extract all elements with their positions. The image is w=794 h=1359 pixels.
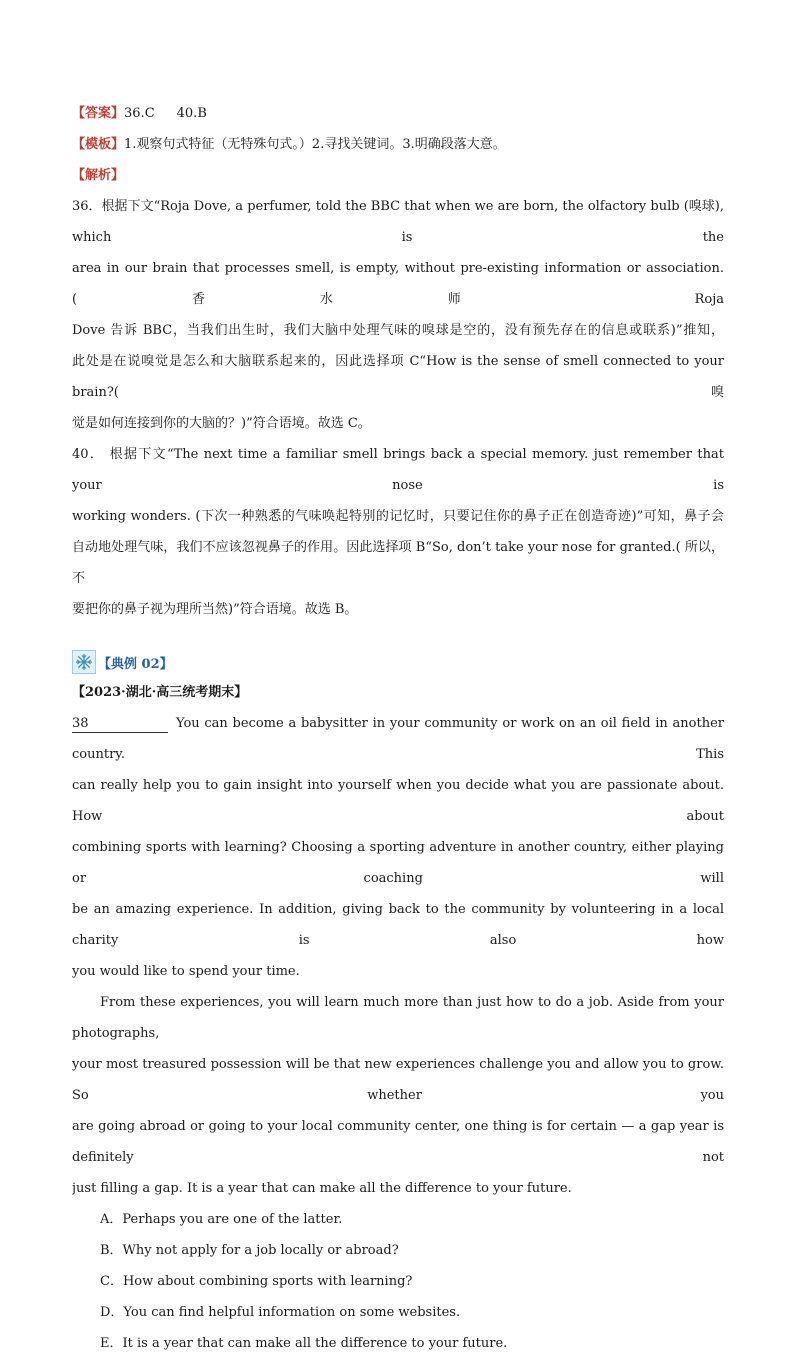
option-b: B．Why not apply for a job locally or abroad? (100, 1243, 399, 1258)
answer-36: 36.C (124, 106, 155, 121)
snowflake-icon (72, 650, 96, 674)
analysis-q40-line: 自动地处理气味，我们不应该忽视鼻子的作用。因此选择项 B“So, don’t take your nose for granted.( 所以，不 (72, 540, 724, 586)
example-header (72, 647, 724, 677)
answer-line (72, 98, 724, 129)
passage-line: are going abroad or going to your local community center, one thing is for certain — a gap year is definitely not (72, 1119, 724, 1165)
document-page (72, 98, 724, 1359)
template-line (72, 129, 724, 160)
analysis-q40 (72, 439, 724, 625)
analysis-q36-line: 此处是在说嗅觉是怎么和大脑联系起来的，因此选择项 C“How is the sense of smell connected to your brain?(嗅 (72, 354, 724, 400)
analysis-q40-line: working wonders. (下次一种熟悉的气味唤起特别的记忆时，只要记住你的鼻子正在创造奇迹)”可知，鼻子会 (72, 509, 724, 524)
passage-line: be an amazing experience. In addition, giving back to the community by volunteering in a local charity is also how (72, 902, 724, 948)
passage-line: can really help you to gain insight into yourself when you decide what you are passionate about. How about (72, 778, 724, 824)
answer-tag: 【答案】 (72, 106, 125, 121)
analysis-q36-line: 36．根据下文“Roja Dove, a perfumer, told the BBC that when we are born, the olfactory bulb (嗅球), which is the (72, 199, 724, 245)
answer-blank[interactable]: 38 (72, 715, 168, 733)
passage-line: 38 You can become a babysitter in your community or work on an oil field in another country. This (72, 716, 724, 762)
passage-line: From these experiences, you will learn much more than just how to do a job. Aside from your photographs, (72, 995, 724, 1041)
analysis-heading (72, 160, 724, 191)
analysis-q36-line: area in our brain that processes smell, is empty, without pre-existing information or association. (香水师 Roja (72, 261, 724, 307)
analysis-tag: 【解析】 (72, 168, 125, 183)
passage-paragraph-2 (72, 987, 724, 1204)
analysis-q36 (72, 191, 724, 439)
analysis-q40-line: 要把你的鼻子视为理所当然)”符合语境。故选 B。 (72, 602, 358, 617)
template-text: 1.观察句式特征（无特殊句式。）2.寻找关键词。3.明确段落大意。 (124, 137, 506, 152)
option-a: A．Perhaps you are one of the latter. (100, 1212, 343, 1227)
passage-line: you would like to spend your time. (72, 964, 300, 979)
options-list (72, 1204, 724, 1359)
answer-40: 40.B (176, 106, 207, 121)
option-d: D．You can find helpful information on some websites. (100, 1305, 461, 1320)
passage-line: combining sports with learning? Choosing a sporting adventure in another country, either playing or coaching will (72, 840, 724, 886)
option-c: C．How about combining sports with learning? (100, 1274, 413, 1289)
example-source: 【2023·湖北·高三统考期末】 (72, 685, 248, 700)
passage-line: your most treasured possession will be that new experiences challenge you and allow you to grow. So whether you (72, 1057, 724, 1103)
passage-line: just filling a gap. It is a year that can make all the difference to your future. (72, 1181, 572, 1196)
analysis-q36-line: 觉是如何连接到你的大脑的？)”符合语境。故选 C。 (72, 416, 371, 431)
analysis-q36-line: Dove 告诉 BBC，当我们出生时，我们大脑中处理气味的嗅球是空的，没有预先存在的信息或联系)”推知， (72, 323, 724, 338)
option-e: E．It is a year that can make all the difference to your future. (100, 1336, 508, 1351)
passage-paragraph-1 (72, 708, 724, 987)
example-title: 【典例 02】 (98, 656, 173, 672)
analysis-q40-line: 40． 根据下文“The next time a familiar smell brings back a special memory. just remember that your nose is (72, 447, 724, 493)
template-tag: 【模板】 (72, 137, 125, 152)
